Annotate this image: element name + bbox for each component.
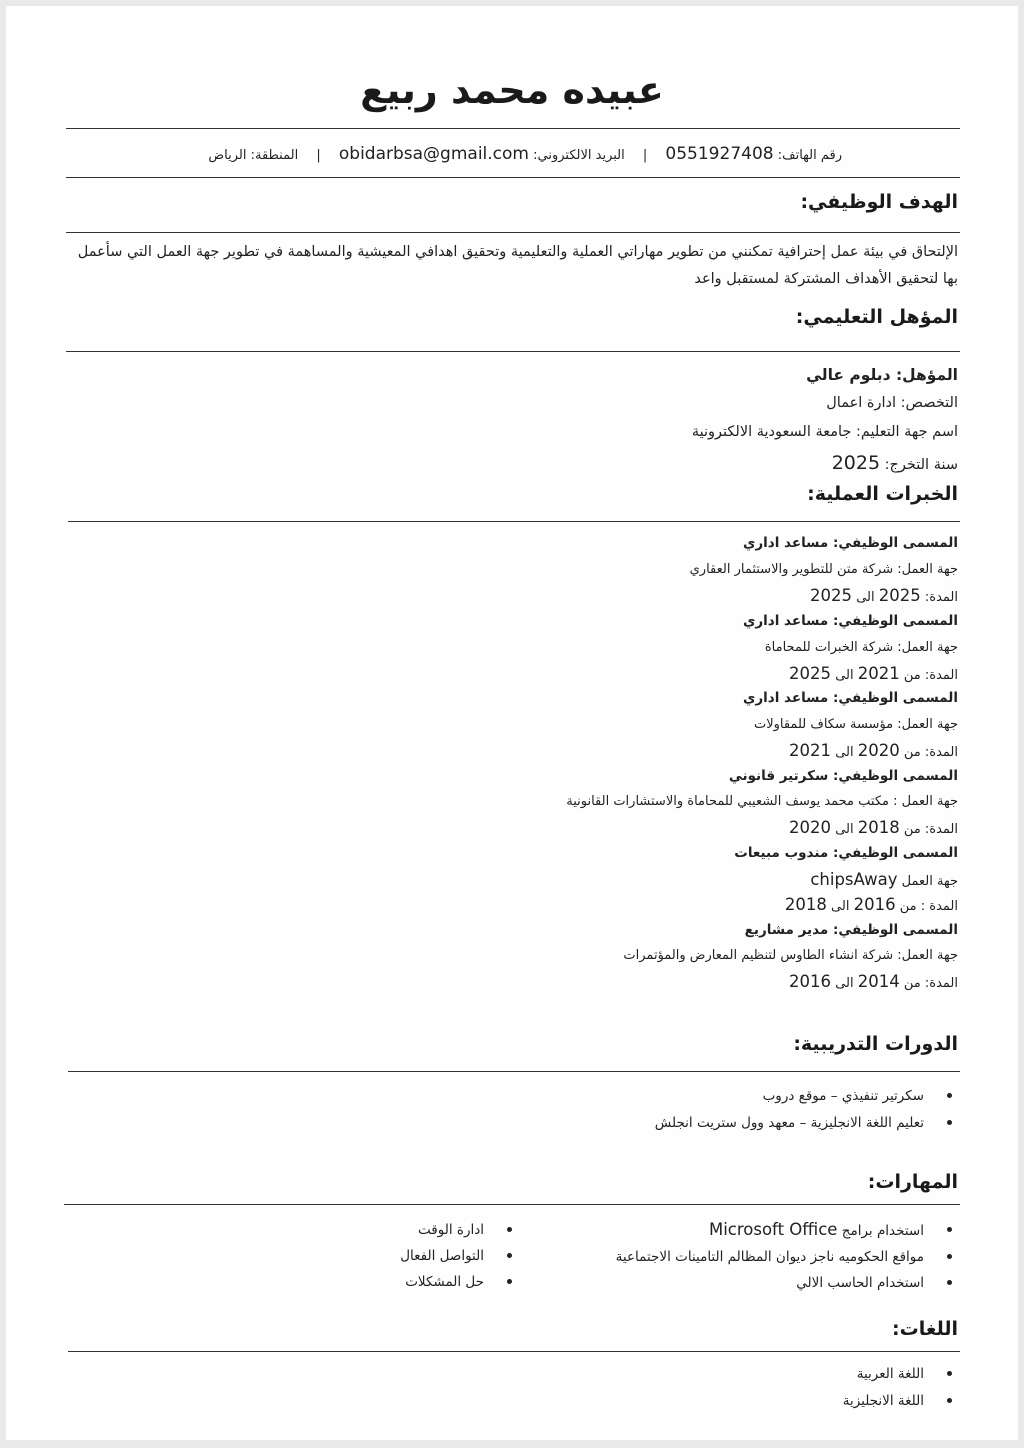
job-employer-label: جهة العمل: (897, 562, 958, 577)
job-employer-label: جهة العمل: (897, 948, 958, 963)
experience-heading: الخبرات العملية: (807, 483, 958, 505)
contact-separator: | (316, 148, 321, 163)
job-period-line (785, 895, 958, 914)
job-start-year: 2014 (857, 972, 900, 991)
job-title-line (729, 768, 958, 784)
contact-line (208, 144, 842, 164)
job-end-year: 2016 (789, 972, 832, 991)
job-title: مدير مشاريع (744, 922, 829, 938)
job-title-label: المسمى الوظيفي: (832, 613, 958, 629)
major-value: ادارة اعمال (826, 395, 896, 411)
job-employer: مؤسسة سكاف للمقاولات (753, 717, 894, 732)
divider (64, 1204, 960, 1205)
job-title-label: المسمى الوظيفي: (832, 922, 958, 938)
job-start-year: 2018 (857, 818, 900, 837)
courses-list (655, 1083, 958, 1137)
job-period-label: المدة: (924, 822, 958, 837)
institution-value: جامعة السعودية الالكترونية (691, 424, 852, 440)
divider (66, 232, 960, 233)
divider (68, 1071, 960, 1072)
languages-list (843, 1361, 958, 1415)
region-label: المنطقة: (250, 148, 299, 163)
job-employer-label: جهة العمل: (897, 717, 958, 732)
email-label: البريد الالكتروني: (533, 148, 625, 163)
job-title-label: المسمى الوظيفي: (832, 690, 958, 706)
job-employer: مكتب محمد يوسف الشعيبي للمحاماة والاستشارات القانونية (566, 794, 889, 809)
job-employer: chipsAway (810, 870, 898, 889)
list-item: التواصل الفعال (400, 1243, 518, 1269)
list-item: اللغة الانجليزية (843, 1388, 958, 1415)
job-period-label: المدة: (924, 976, 958, 991)
list-item: سكرتير تنفيذي – موقع دروب (655, 1083, 958, 1110)
skills-list-primary (616, 1217, 958, 1296)
job-employer-line (690, 562, 958, 577)
phone-value: 0551927408 (665, 144, 774, 164)
institution-line (692, 424, 958, 440)
courses-heading: الدورات التدريبية: (793, 1033, 958, 1055)
job-employer: شركة الخبرات للمحاماة (764, 640, 894, 655)
job-title-line (743, 690, 958, 706)
job-period-line (789, 664, 958, 683)
job-period-label: المدة : (920, 899, 958, 914)
job-title-label: المسمى الوظيفي: (832, 535, 958, 551)
job-end-year: 2021 (789, 741, 832, 760)
job-period-to: الى (856, 590, 875, 605)
languages-heading: اللغات: (892, 1318, 958, 1340)
divider (68, 1351, 960, 1352)
job-employer-label: جهة العمل : (893, 794, 958, 809)
job-employer-label: جهة العمل (901, 874, 958, 889)
skills-heading: المهارات: (867, 1171, 958, 1193)
job-period-to: الى (835, 668, 854, 683)
job-start-year: 2020 (857, 741, 900, 760)
job-period-label: المدة: (924, 745, 958, 760)
objective-text: الإلتحاق في بيئة عمل إحترافية تمكنني من تطوير مهاراتي العملية والتعليمية وتحقيق اهدافي المعيشية والمساهمة في تطوير جهة العمل التي سأعمل بها لتحقيق الأهداف المشتركة لمستقبل واعد (77, 244, 958, 287)
job-title: مساعد اداري (743, 690, 829, 706)
contact-separator: | (642, 148, 648, 163)
major-line (826, 395, 958, 411)
region-value: الرياض (208, 148, 247, 163)
job-employer-line (566, 794, 958, 809)
divider (66, 128, 960, 129)
objective-heading: الهدف الوظيفي: (800, 191, 958, 213)
list-item: حل المشكلات (400, 1269, 518, 1295)
job-period-from: من (903, 976, 921, 991)
job-end-year: 2025 (789, 664, 832, 683)
job-title-label: المسمى الوظيفي: (832, 845, 958, 861)
job-employer-line (754, 717, 958, 732)
graduation-line (832, 452, 958, 474)
institution-label: اسم جهة التعليم: (856, 424, 958, 440)
job-period-to: الى (835, 745, 854, 760)
job-employer-label: جهة العمل: (897, 640, 958, 655)
job-start-year: 2025 (878, 586, 921, 605)
divider (68, 521, 960, 522)
job-employer: شركة انشاء الطاوس لتنظيم المعارض والمؤتمرات (623, 948, 894, 963)
divider (66, 177, 960, 178)
job-end-year: 2018 (784, 895, 827, 914)
job-period-line (810, 586, 958, 605)
job-title: مساعد اداري (743, 613, 829, 629)
job-title: مندوب مبيعات (734, 845, 829, 861)
list-item: استخدام الحاسب الالي (616, 1270, 958, 1296)
list-item (616, 1217, 958, 1244)
phone-label: رقم الهاتف: (777, 148, 842, 163)
list-item: تعليم اللغة الانجليزية – معهد وول ستريت انجلش (655, 1110, 958, 1137)
job-period-to: الى (831, 899, 850, 914)
major-label: التخصص: (900, 395, 958, 411)
candidate-name: عبيده محمد ربيع (360, 68, 664, 112)
job-start-year: 2021 (857, 664, 900, 683)
job-title-line (743, 613, 958, 629)
education-heading: المؤهل التعليمي: (795, 306, 958, 328)
job-period-line (789, 972, 958, 991)
job-title-label: المسمى الوظيفي: (832, 768, 958, 784)
job-period-line (789, 818, 958, 837)
list-item: مواقع الحكوميه ناجز ديوان المظالم التامينات الاجتماعية (616, 1244, 958, 1270)
resume-page (6, 6, 1018, 1440)
email-value[interactable]: obidarbsa@gmail.com (338, 144, 529, 164)
list-item: ادارة الوقت (400, 1217, 518, 1243)
graduation-year: 2025 (831, 452, 881, 474)
job-period-line (789, 741, 958, 760)
job-title-line (745, 922, 958, 938)
graduation-label: سنة التخرج: (884, 457, 958, 473)
job-period-label: المدة: (924, 668, 958, 683)
job-title-line (734, 845, 958, 861)
job-employer-line (765, 640, 958, 655)
skill-text: استخدام برامج (841, 1223, 924, 1239)
divider (66, 351, 960, 352)
job-end-year: 2025 (810, 586, 853, 605)
job-period-to: الى (835, 822, 854, 837)
job-period-from: من (903, 668, 921, 683)
job-period-from: من (899, 899, 917, 914)
skill-latin: Microsoft Office (708, 1220, 838, 1239)
job-title: مساعد اداري (743, 535, 829, 551)
skills-list-secondary (400, 1217, 518, 1295)
job-period-to: الى (835, 976, 854, 991)
job-title-line (743, 535, 958, 551)
list-item: اللغة العربية (843, 1361, 958, 1388)
job-start-year: 2016 (853, 895, 896, 914)
degree-value: دبلوم عالي (806, 366, 891, 384)
job-employer-line (810, 870, 958, 889)
job-employer: شركة متن للتطوير والاستثمار العقاري (689, 562, 894, 577)
degree-label: المؤهل: (895, 366, 958, 384)
job-employer-line (623, 948, 958, 963)
job-period-from: من (903, 745, 921, 760)
job-period-from: من (903, 822, 921, 837)
job-end-year: 2020 (789, 818, 832, 837)
degree-line (806, 366, 958, 384)
job-title: سكرتير قانوني (728, 768, 829, 784)
job-period-label: المدة: (924, 590, 958, 605)
